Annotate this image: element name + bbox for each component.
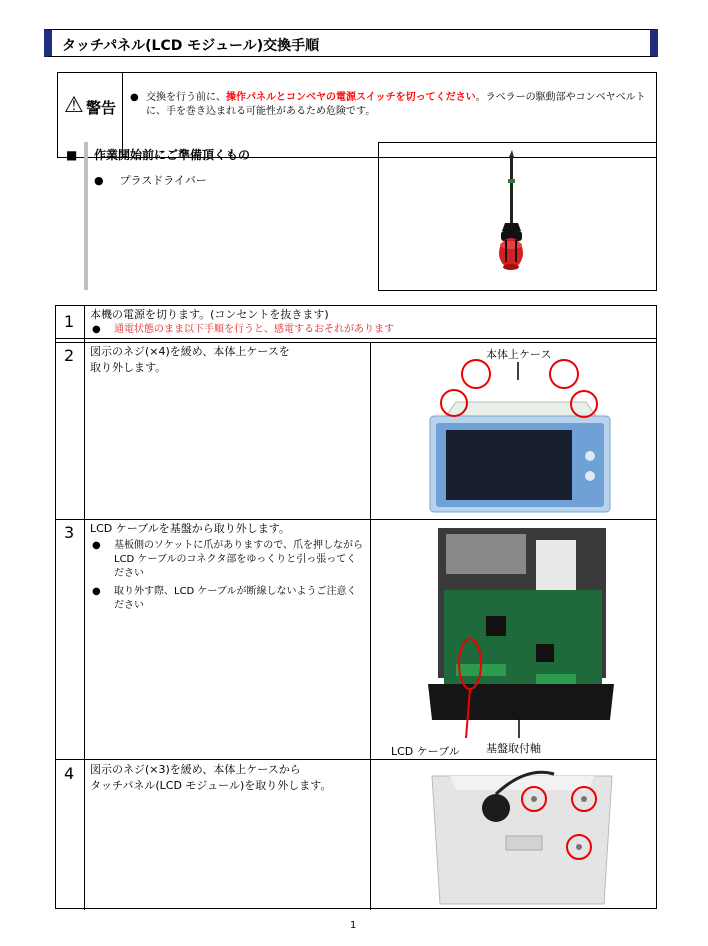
screwdriver-icon [379,143,656,290]
step-text: 本機の電源を切ります。(コンセントを抜きます) [90,308,329,321]
steps-table [55,305,657,909]
step-bullet: 取り外す際、LCD ケーブルが断線しないようご注意ください [114,586,357,611]
step-text-line2: タッチパネル(LCD モジュール)を取り外します。 [90,779,332,792]
bullet-icon: ● [92,586,101,597]
warning-icon: ⚠ [64,93,84,118]
warning-label-cell [58,73,123,157]
case-interior-image [426,766,616,906]
step-text-line1: 図示のネジ(×4)を緩め、本体上ケースを [90,345,290,358]
page-title: タッチパネル(LCD モジュール)交換手順 [62,38,320,54]
prep-divider [84,142,88,290]
step-number: 3 [64,523,75,542]
circuit-board-image [426,524,616,739]
prep-item: ● プラスドライバー [94,174,207,187]
step-text: LCD ケーブルを基盤から取り外します。 [90,522,290,535]
step-number: 2 [64,346,75,365]
step-note: 通電状態のまま以下手順を行うと、感電するおそれがあります [114,324,394,335]
step-bullet: 基板側のソケットに爪がありますので、爪を押しながら LCD ケーブルのコネクタ部をゆっくりと引っ張ってください [114,540,363,579]
screwdriver-image [378,142,657,291]
step-number: 1 [64,312,75,331]
step-number: 4 [64,764,75,783]
warning-label: 警告 [86,99,117,117]
page-title-bar [44,29,658,57]
warning-text: ● 交換を行う前に、操作パネルとコンベヤの電源スイッチを切ってください。ラベラーの駆動部やコンベヤベルトに、手を巻き込まれる可能性があるため危険です。 [130,92,646,117]
bullet-icon: ● [92,324,101,335]
step-text-line1: 図示のネジ(×3)を緩め、本体上ケースから [90,763,301,776]
step-text-line2: 取り外します。 [90,361,167,374]
bullet-icon: ● [130,92,139,103]
image-label-lcd-cable: LCD ケーブル [391,745,460,758]
image-label-board-shaft: 基盤取付軸 [486,742,541,755]
device-front-image [416,358,616,518]
warning-emphasis: 操作パネルとコンベヤの電源スイッチを切ってください [226,92,476,103]
bullet-icon: ● [92,540,101,551]
image-label-upper-case: 本体上ケース [486,348,552,361]
bullet-icon: ● [94,174,104,187]
prep-title: 作業開始前にご準備頂くもの [94,148,251,162]
square-bullet-icon: ■ [66,148,78,162]
page-number: 1 [350,920,357,931]
